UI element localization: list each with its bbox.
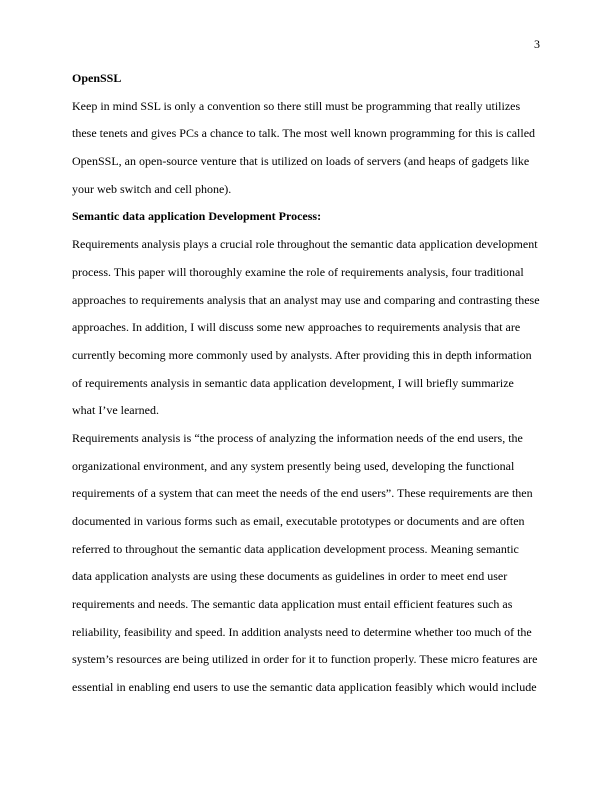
body-line: OpenSSL, an open-source venture that is utilized on loads of servers (and heaps of gadgets like	[72, 154, 530, 169]
body-line: referred to throughout the semantic data application development process. Meaning semantic	[72, 541, 519, 556]
body-line: documented in various forms such as email, executable prototypes or documents and are often	[72, 514, 525, 528]
section-heading-development-process: Semantic data application Development Process:	[72, 209, 322, 224]
body-line: requirements of a system that can meet the needs of the end users”. These requirements are then	[72, 486, 533, 501]
section-heading-openssl: OpenSSL	[72, 71, 122, 85]
body-line: your web switch and cell phone).	[72, 181, 232, 196]
body-line: reliability, feasibility and speed. In addition analysts need to determine whether too much of the	[72, 624, 532, 639]
page-number: 3	[534, 37, 540, 51]
body-line: of requirements analysis in semantic data application development, I will briefly summarize	[72, 375, 514, 390]
document-body	[72, 70, 540, 707]
body-line: Requirements analysis plays a crucial role throughout the semantic data application development	[72, 237, 538, 252]
body-line: Requirements analysis is “the process of analyzing the information needs of the end users, the	[72, 430, 523, 445]
body-line: approaches. In addition, I will discuss some new approaches to requirements analysis that are	[72, 320, 521, 335]
body-line: what I’ve learned.	[72, 403, 159, 418]
body-line: data application analysts are using these documents as guidelines in order to meet end user	[72, 569, 508, 584]
body-line: currently becoming more commonly used by analysts. After providing this in depth information	[72, 347, 532, 362]
body-line: process. This paper will thoroughly examine the role of requirements analysis, four traditional	[72, 264, 524, 279]
body-line: these tenets and gives PCs a chance to talk. The most well known programming for this is called	[72, 126, 536, 141]
body-line: approaches to requirements analysis that an analyst may use and comparing and contrasting these	[72, 292, 540, 307]
body-line: organizational environment, and any system presently being used, developing the functional	[72, 458, 515, 473]
body-line: essential in enabling end users to use the semantic data application feasibly which would include	[72, 680, 537, 695]
body-line: system’s resources are being utilized in order for it to function properly. These micro features are	[72, 652, 538, 667]
body-line: requirements and needs. The semantic data application must entail efficient features such as	[72, 597, 513, 612]
body-line: Keep in mind SSL is only a convention so there still must be programming that really utilizes	[72, 98, 521, 113]
